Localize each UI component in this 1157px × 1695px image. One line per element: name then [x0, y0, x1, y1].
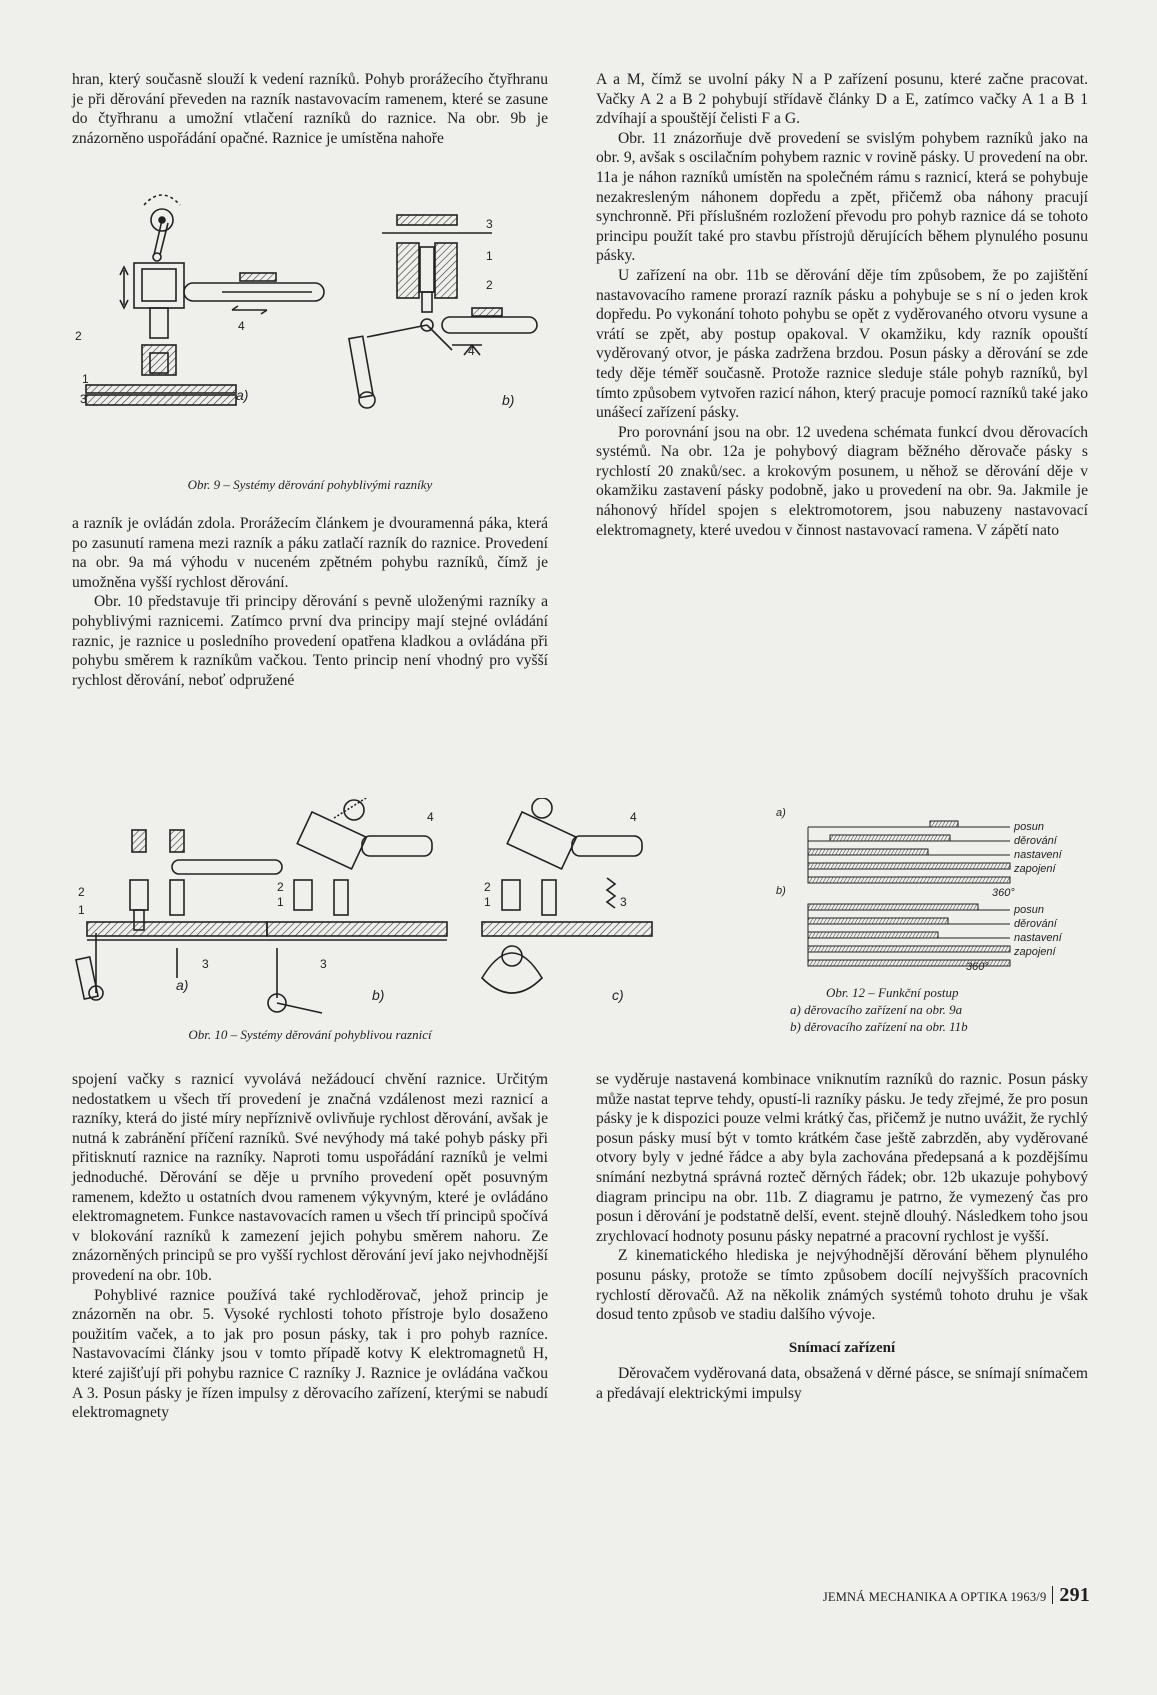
- figure-10-drawing: [72, 798, 672, 1018]
- fig10-b-label-3: 3: [320, 957, 327, 971]
- fig10-label-c: c): [612, 987, 624, 1003]
- fig10-label-a: a): [176, 977, 189, 993]
- paragraph: Obr. 11 znázorňuje dvě provedení se svislým pohybem razníků jako na obr. 9, avšak s oscilačním pohybem raznic v rovině pásky. U provedení na obr. 11a je náhon razníků umístěn na společném rámu s raznicí, která se pohybuje nezakresleným náhonem dopředu a zpět, přičemž oba náhony pracují synchronně. Při příslušném rozložení převodu pro pohyb raznice dá se tohoto principu použít také pro stavbu přístrojů děrujících během plynulého posunu pásky.: [596, 129, 1088, 265]
- page-number: 291: [1059, 1584, 1090, 1606]
- footer-divider: [1052, 1586, 1053, 1604]
- fig10-c-label-2: 2: [484, 880, 491, 894]
- fig10-c-label-1: 1: [484, 895, 491, 909]
- fig12-row-zapojeni-b: zapojení: [1014, 946, 1056, 958]
- fig9-label-b1: 1: [486, 249, 493, 263]
- fig12-row-posun: posun: [1014, 821, 1044, 833]
- paragraph: a razník je ovládán zdola. Prorážecím článkem je dvouramenná páka, která po zasunutí ramena mezi razník a páku zatlačí razník do raznice. Provedení na obr. 9a má výhodu v nuceném zpětném pohybu razníků, čímž je umožněna vyšší rychlost děrování.: [72, 515, 548, 591]
- fig10-a-label-3: 3: [202, 957, 209, 971]
- figure-12-sub-a: a) děrovacího zařízení na obr. 9a: [790, 1002, 963, 1017]
- fig12-label-a: a): [776, 807, 786, 819]
- fig9-label-b4: 4: [468, 344, 475, 358]
- paragraph: Pohyblivé raznice používá také rychloděrovač, jehož princip je znázorněn na obr. 5. Vysoké rychlosti tohoto přístroje bylo dosaženo použitím vaček, a to jak pro posun pásky, tak i pro pohyb razníce. Nastavovacími články jsou v tomto případě kotvy K elektromagnetů H, které zajišťují při pohybu raznice C razníky J. Raznice je ovládána vačkou A 3. Posun pásky je řízen impulsy z děrovacího zařízení, kterými se nabudí elektromagnety: [72, 1286, 548, 1422]
- paragraph: hran, který současně slouží k vedení razníků. Pohyb prorážecího čtyřhranu je při děrování převeden na razník nastavovacím ramenem, které se zasune do čtyřhranu a umožní vtlačení razníků do raznice. Na obr. 9b je znázorněno uspořádání opačné. Raznice je umístěna nahoře: [72, 71, 548, 147]
- fig10-a-label-1: 1: [78, 903, 85, 917]
- paragraph: Děrovačem vyděrovaná data, obsažená v děrné pásce, se snímají snímačem a předávají elektrickými impulsy: [596, 1365, 1088, 1402]
- figure-10-caption: Obr. 10 – Systémy děrování pohyblivou raznicí: [188, 1027, 432, 1042]
- figure-12-sub-b: b) děrovacího zařízení na obr. 11b: [790, 1019, 968, 1034]
- fig9-label-b2: 2: [486, 278, 493, 292]
- paragraph: Z kinematického hlediska je nejvýhodnější děrování během plynulého posunu pásky, protože se tímto způsobem docílí nejvyšších pracovních rychlostí děrovačů. Až na několik známých systémů tohoto druhu je však dosud tento způsob ve stadiu dalšího vývoje.: [596, 1247, 1088, 1324]
- page-footer: [730, 1584, 1090, 1607]
- fig12-row-derovani-b: děrování: [1014, 918, 1057, 930]
- fig12-degrees-b: 360°: [966, 961, 989, 970]
- fig10-c-label-3: 3: [620, 895, 627, 909]
- figure-12-caption: [790, 984, 1080, 1035]
- paragraph: A a M, čímž se uvolní páky N a P zařízení posunu, které začne pracovat. Vačky A 2 a B 2 pohybují střídavě články D a E, zatímco vačky A 1 a B 1 zdvíhají a spouštějí čelisti F a G.: [596, 71, 1088, 128]
- figure-12-title: Obr. 12 – Funkční postup: [826, 985, 959, 1000]
- paragraph: Obr. 10 představuje tři principy děrování s pevně uloženými razníky a pohyblivými raznicemi. Zatímco první dva principy mají stejné ovládání raznic, je raznice u posledního provedení opatřena kladkou a ovládána při pohybu směrem k razníkům vačkou. Tento princip není vhodný pro vyšší rychlost děrování, neboť odpružené: [72, 593, 548, 689]
- right-column-bottom: [596, 1070, 1088, 1404]
- fig12-degrees-a: 360°: [992, 887, 1015, 899]
- left-column-bottom: [72, 1070, 548, 1423]
- figure-12-drawing: [770, 800, 1090, 970]
- paragraph: se vyděruje nastavená kombinace vniknutím razníků do raznic. Posun pásky může nastat teprve tehdy, opustí-li razníky pásku. Je tedy zřejmé, že pro posun pásky je k dispozici pouze velmi krátký čas, přičemž je nutno uvážit, že rychlý posun pásky musí být v tomto krátkém čase ještě zabrzděn, aby vyděrované otvory byly v jedné řádce a aby byla zachována předepsaná a k pozdějšímu snímání nezbytná správná rozteč děrných řádek; obr. 12b ukazuje pohybový diagram principu na obr. 11b. Z diagramu je patrno, že vymezený čas pro posun i děrování je podstatně delší, event. stejně dlouhý. Následkem toho jsou zrychlovací hodnoty posunu pásky nepatrné a pracovní rychlost je vyšší.: [596, 1071, 1088, 1245]
- fig10-b-label-1: 1: [277, 895, 284, 909]
- figure-9-drawing: [72, 185, 548, 465]
- fig12-row-nastaveni: nastavení: [1014, 849, 1062, 861]
- fig12-row-posun-b: posun: [1014, 904, 1044, 916]
- fig12-label-b: b): [776, 885, 786, 897]
- right-column-top: [596, 70, 1088, 540]
- fig10-label-b: b): [372, 987, 385, 1003]
- fig9-label-b3: 3: [486, 217, 493, 231]
- paragraph: spojení vačky s raznicí vyvolává nežádoucí chvění raznice. Určitým nedostatkem u všech tří provedení je značná vzdálenost mezi raznicí a razníky, která do jisté míry nepříznivě ovlivňuje rychlost děrování, avšak je nutná k zabránění příčení razníků. Své nevýhody má také pohyb pásky při přitisknutí raznice na razníky. Naproti tomu uspořádání razníků je velmi jednoduché. Děrování se děje u prvního provedení opět posuvným ramenem, kdežto u ostatních dvou ramenem výkyvným, které je ovládáno elektromagnetem. Funkce nastavovacích ramen u všech tří principů spočívá v blokování razníků k zamezení jejich pohybu směrem nahoru. Ze znázorněných principů se pro vyšší rychlost děrování jeví jako nejvhodnější provedení na obr. 10b.: [72, 1071, 548, 1284]
- figure-10: [72, 798, 672, 1018]
- figure-12: [770, 800, 1090, 970]
- figure-9-caption: Obr. 9 – Systémy děrování pohyblivými razníky: [187, 477, 433, 492]
- fig10-b-label-2: 2: [277, 880, 284, 894]
- section-heading: Snímací zařízení: [788, 1339, 896, 1356]
- figure-9: [72, 185, 548, 465]
- fig12-row-derovani: děrování: [1014, 835, 1057, 847]
- fig9-label-2: 2: [75, 329, 82, 343]
- fig12-row-nastaveni-b: nastavení: [1014, 932, 1062, 944]
- fig9-label-b: b): [502, 392, 515, 408]
- fig9-label-4: 4: [238, 319, 245, 333]
- fig9-label-1: 1: [82, 372, 89, 386]
- left-column-middle: [72, 514, 548, 690]
- fig9-label-3: 3: [80, 392, 87, 406]
- fig9-label-a: a): [236, 387, 249, 403]
- paragraph: U zařízení na obr. 11b se děrování děje tím způsobem, že po zajištění nastavovacího ramene prorazí razník pásku a pohybuje se s ní o jeden krok dopředu. Po vykonání tohoto pohybu se opět z vyděrovaného otvoru vysune a vrátí se zpět, aby postup opakoval. V okamžiku, kdy razník opouští vyděrovaný otvor, je páska zadržena brzdou. Posun pásky a děrování se zde tedy děje téměř současně. Protože raznice sleduje stále pohyb razníků, byl tímto způsobem vytvořen razicí náhon, který pracuje pomocí razníků také jako unášecí zařízení pásky.: [596, 266, 1088, 422]
- paragraph: Pro porovnání jsou na obr. 12 uvedena schémata funkcí dvou děrovacích systémů. Na obr. 12a je pohybový diagram běžného děrovače pásky s rychlostí 20 znaků/sec. a krokovým posunem, u něhož se děrování děje v okamžiku zastavení pásky podobně, jako u provedení na obr. 9a. Jakmile je náhonový hřídel spojen s elektromotorem, jsou nabuzeny nastavovací elektromagnety, které uvedou v činnost nastavovací ramena. V zápětí nato: [596, 423, 1088, 539]
- journal-name: JEMNÁ MECHANIKA A OPTIKA 1963/9: [822, 1590, 1047, 1604]
- left-column-top: [72, 70, 548, 148]
- fig12-row-zapojeni: zapojení: [1014, 863, 1056, 875]
- fig10-c-label-4: 4: [630, 810, 637, 824]
- fig10-a-label-2: 2: [78, 885, 85, 899]
- fig10-b-label-4: 4: [427, 810, 434, 824]
